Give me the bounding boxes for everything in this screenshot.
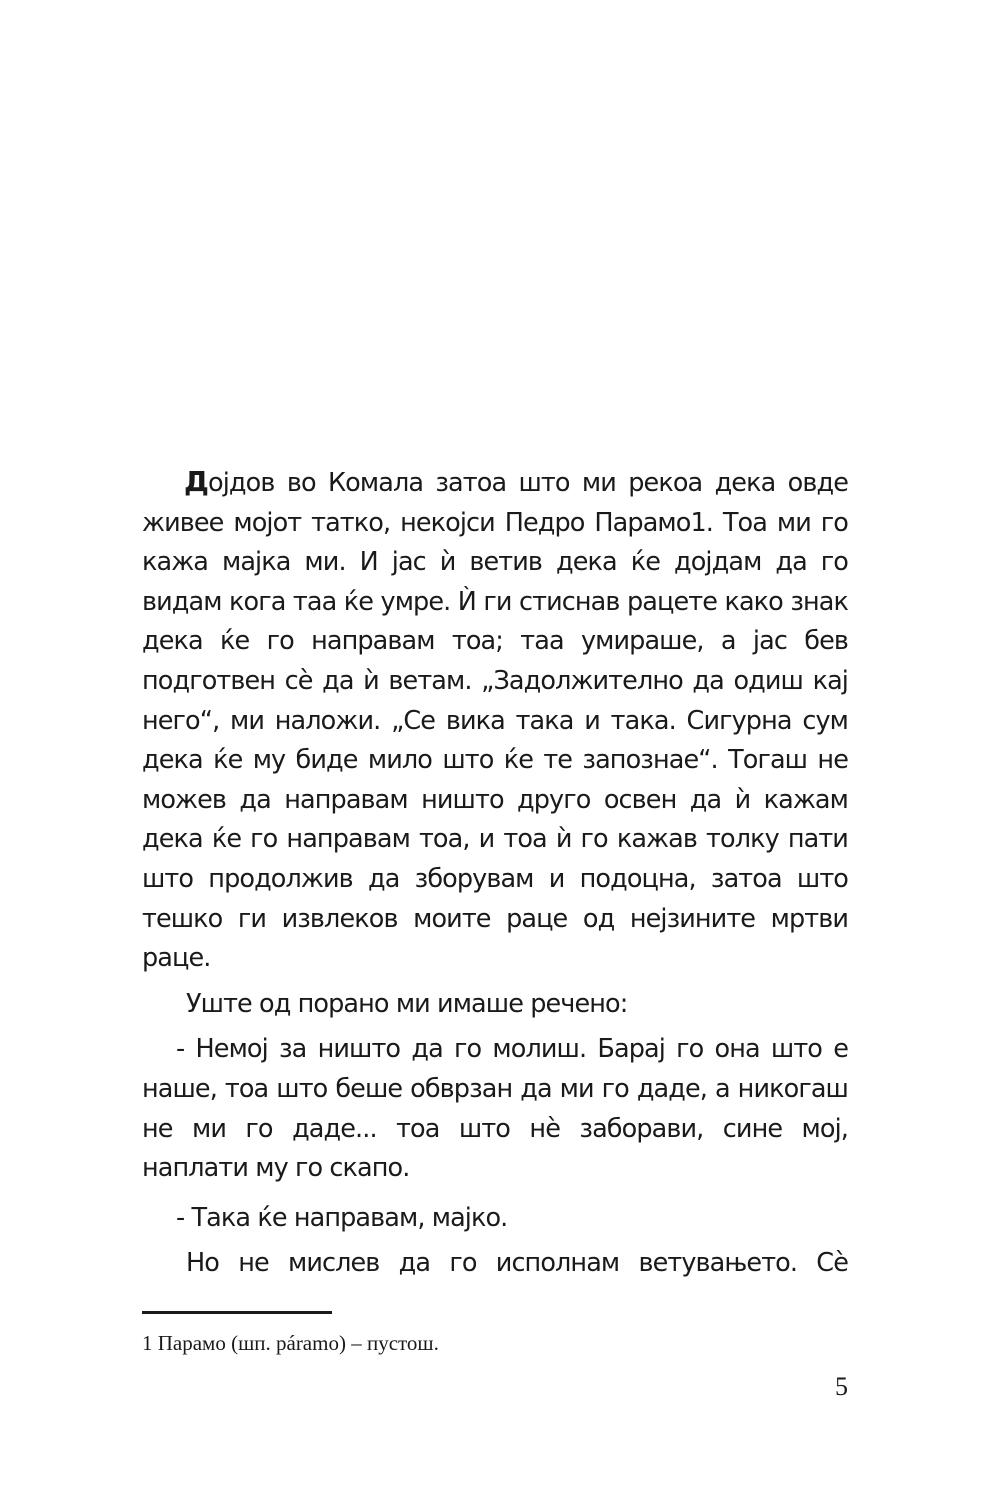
body-text (142, 462, 848, 1284)
footnote-divider (142, 1311, 332, 1314)
footnote: 1 Парамо (шп. páramo) – пустош. (142, 1331, 439, 1355)
paragraph-continuation: Но не мислев да го исполнам ветувањето. Сѐ (186, 1248, 848, 1279)
page-number: 5 (835, 1372, 848, 1401)
paragraph-son-reply: - Така ќе направам, мајко. (176, 1202, 508, 1233)
drop-cap: Д (184, 465, 209, 498)
paragraph-mother-dialog: - Немој за ништо да го молиш. Барај го она што е наше, тоа што беше обврзан да ми го даде, а никогаш не ми го даде... тоа што нѐ заборави, сине мој, наплати му го скапо. (142, 1034, 848, 1184)
paragraph-opening (142, 462, 848, 979)
paragraph-opening-text: ојдов во Комала затоа што ми рекоа дека овде живее мојот татко, некојси Педро Парамо1. Тоа ми го кажа мајка ми. И јас ѝ ветив дека ќе дојдам да го видам кога таа ќе умре. Ѝ ги стиснав рацете како знак дека ќе го направам тоа; таа умираше, а јас бев подготвен сѐ да ѝ ветам. „Задолжително да одиш кај него“, ми наложи. „Се вика така и така. Сигурна сум дека ќе му биде мило што ќе те запознае“. Тогаш не можев да направам ништо друго освен да ѝ кажам дека ќе го направам тоа, и тоа ѝ го кажав толку пати што продолжив да зборувам и подоцна, затоа што тешко ги извлеков моите раце од нејзините мртви раце. (142, 468, 848, 974)
paragraph-recollection: Уште од порано ми имаше речено: (186, 988, 628, 1019)
